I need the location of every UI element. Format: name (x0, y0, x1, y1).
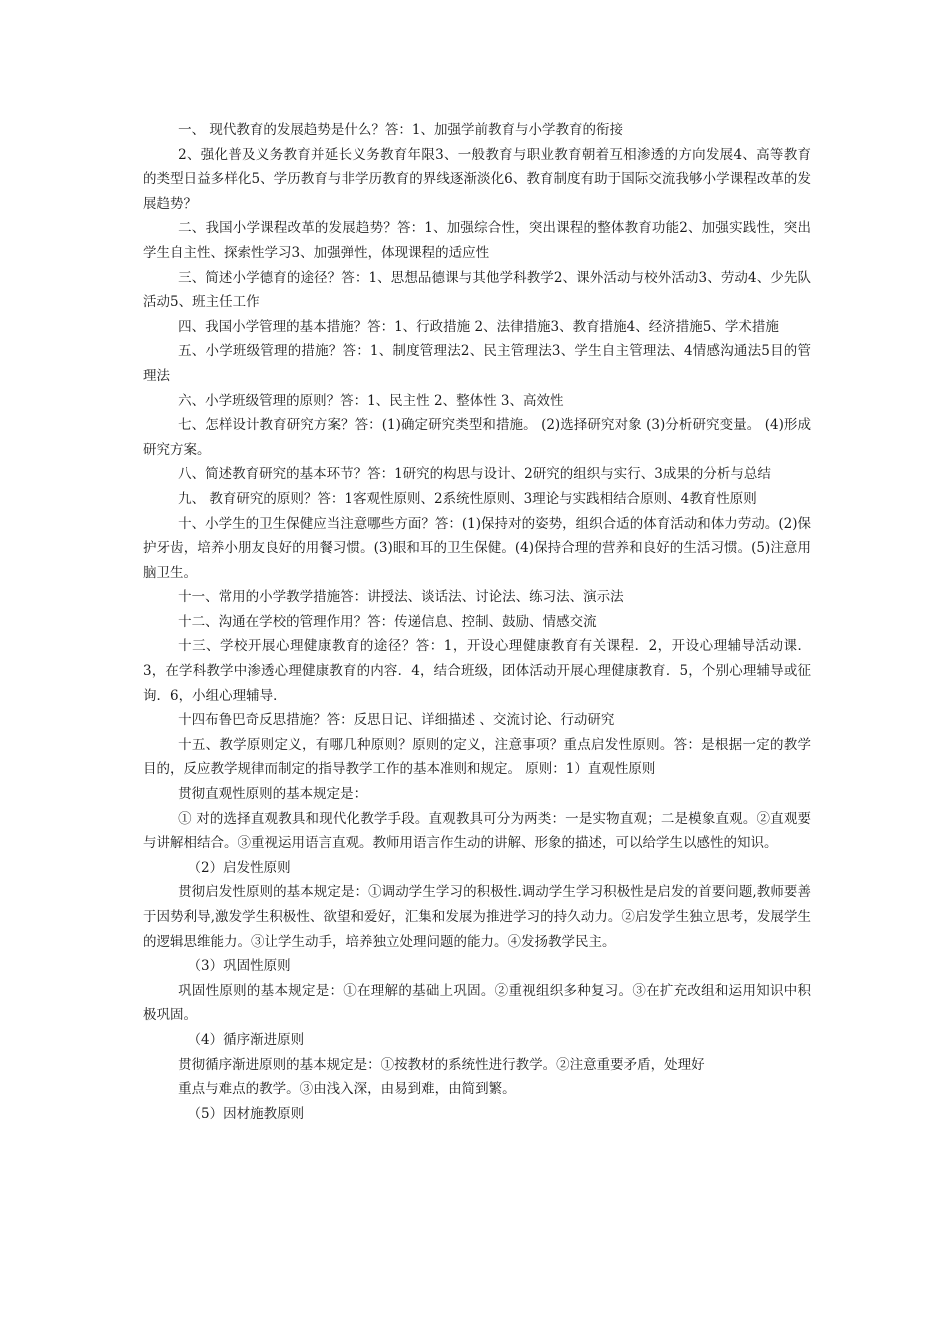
principle-4-detail: 贯彻循序渐进原则的基本规定是：①按教材的系统性进行教学。②注意重要矛盾，处理好 (178, 1056, 705, 1073)
question-13: 十三、学校开展心理健康教育的途径？答：1，开设心理健康教育有关课程．2，开设心理辅导活动课．3，在学科教学中渗透心理健康教育的内容．4，结合班级，团体活动开展心理健康教育．5，个别心理辅导或征询．6，小组心理辅导． (143, 638, 811, 704)
question-5: 五、小学班级管理的措施？答：1、制度管理法2、民主管理法3、学生自主管理法、4情感沟通法5目的管理法 (143, 343, 811, 384)
principle-1-intro: 贯彻直观性原则的基本规定是： (178, 786, 368, 803)
question-3: 三、简述小学德育的途径？答：1、思想品德课与其他学科教学2、课外活动与校外活动3、劳动4、少先队活动5、班主任工作 (143, 269, 811, 311)
question-14: 十四布鲁巴奇反思措施？答：反思日记、详细描述 、交流讨论、行动研究 (178, 712, 615, 729)
principle-1-detail: ① 对的选择直观教具和现代化教学手段。直观教具可分为两类：一是实物直观；二是模象直观。②直观要与讲解相结合。③重视运用语言直观。教师用语言作生动的讲解、形象的描述，可以给学生以感性的知识。 (143, 810, 811, 852)
question-8: 八、简述教育研究的基本环节？答：1研究的构思与设计、2研究的组织与实行、3成果的分析与总结 (178, 466, 771, 483)
principle-2-heading: （2）启发性原则 (187, 859, 291, 876)
question-1: 一、 现代教育的发展趋势是什么？答：1、加强学前教育与小学教育的衔接 (178, 122, 623, 138)
principle-3-detail: 巩固性原则的基本规定是：①在理解的基础上巩固。②重视组织多种复习。③在扩充改组和运用知识中积极巩固。 (143, 982, 811, 1024)
question-6: 六、小学班级管理的原则？答：1、民主性 2、整体性 3、高效性 (178, 392, 564, 409)
principle-4-heading: （4）循序渐进原则 (187, 1031, 305, 1048)
question-4: 四、我国小学管理的基本措施？答：1、行政措施 2、法律措施3、教育措施4、经济措施5、学术措施 (178, 318, 779, 335)
principle-3-heading: （3）巩固性原则 (187, 958, 291, 975)
answer-1-continued: 2、强化普及义务教育并延长义务教育年限3、一般教育与职业教育朝着互相渗透的方向发展4、高等教育的类型日益多样化5、学历教育与非学历教育的界线逐渐淡化6、教育制度有助于国际交流我够小学课程改革的发展趋势？ (143, 146, 811, 212)
question-11: 十一、常用的小学教学措施答：讲授法、谈话法、讨论法、练习法、演示法 (178, 589, 624, 606)
principle-5-heading: （5）因材施教原则 (187, 1105, 305, 1122)
question-12: 十二、沟通在学校的管理作用？答：传递信息、控制、鼓励、情感交流 (178, 613, 597, 630)
question-2: 二、我国小学课程改革的发展趋势？答：1、加强综合性，突出课程的整体教育功能2、加强实践性，突出学生自主性、探索性学习3、加强弹性，体现课程的适应性 (143, 220, 811, 261)
principle-4-detail-continued: 重点与难点的教学。③由浅入深，由易到难，由简到繁。 (178, 1081, 516, 1098)
question-15: 十五、教学原则定义，有哪几种原则？原则的定义，注意事项？重点启发性原则。答：是根据一定的教学目的，反应教学规律而制定的指导教学工作的基本准则和规定。 原则：1）直观性原则 (143, 736, 811, 778)
question-9: 九、 教育研究的原则？答：1客观性原则、2系统性原则、3理论与实践相结合原则、4教育性原则 (178, 490, 757, 507)
principle-2-detail: 贯彻启发性原则的基本规定是：①调动学生学习的积极性.调动学生学习积极性是启发的首要问题,教师要善于因势利导,激发学生积极性、欲望和爱好，汇集和发展为推进学习的持久动力。②启发学生独立思考，发展学生的逻辑思维能力。③让学生动手，培养独立处理问题的能力。④发扬教学民主。 (143, 884, 811, 950)
document-page (143, 118, 811, 1126)
question-7: 七、怎样设计教育研究方案？答：(1)确定研究类型和措施。 (2)选择研究对象 (3)分析研究变量。 (4)形成研究方案。 (143, 417, 811, 458)
question-10: 十、小学生的卫生保健应当注意哪些方面？答：(1)保持对的姿势，组织合适的体育活动和体力劳动。(2)保护牙齿，培养小朋友良好的用餐习惯。(3)眼和耳的卫生保健。(4)保持合理的营养和良好的生活习惯。(5)注意用脑卫生。 (143, 515, 811, 581)
